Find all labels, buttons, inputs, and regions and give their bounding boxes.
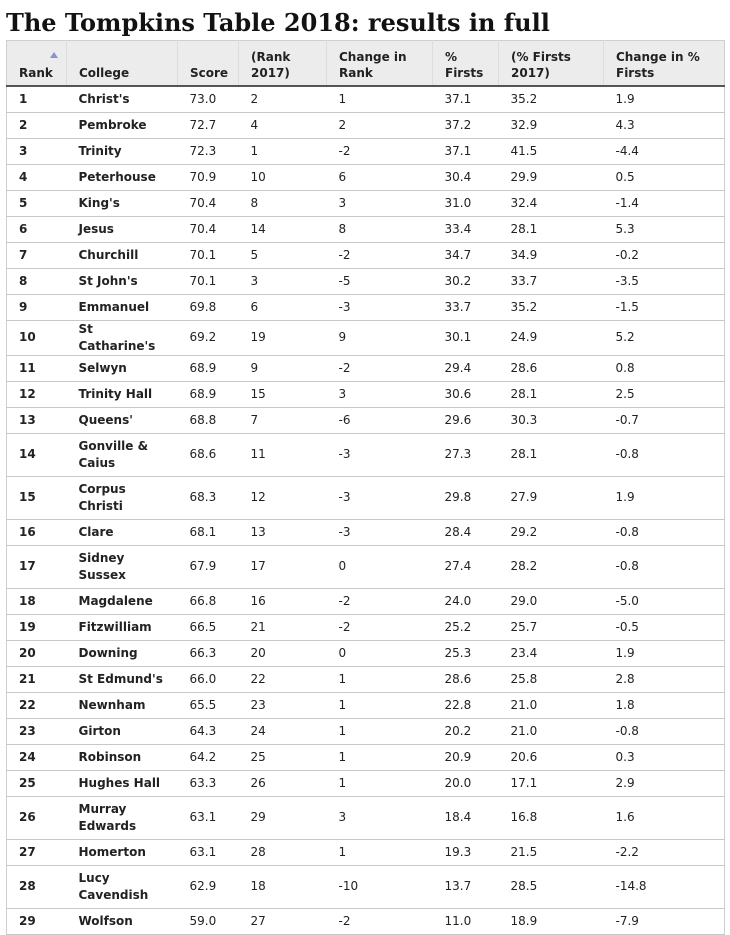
percent-firsts-cell: 13.7 bbox=[433, 865, 499, 908]
percent-firsts-cell: 33.7 bbox=[433, 294, 499, 320]
change-in-rank-cell: -2 bbox=[327, 242, 433, 268]
college-cell: Wolfson bbox=[67, 908, 178, 934]
college-cell: Sidney Sussex bbox=[67, 545, 178, 588]
score-cell: 68.3 bbox=[178, 476, 239, 519]
percent-firsts-2017-cell: 28.1 bbox=[499, 381, 604, 407]
percent-firsts-2017-cell: 33.7 bbox=[499, 268, 604, 294]
column-header-percent-firsts[interactable]: % Firsts bbox=[433, 41, 499, 87]
table-row bbox=[7, 320, 725, 355]
table-row bbox=[7, 268, 725, 294]
college-cell: Lucy Cavendish bbox=[67, 865, 178, 908]
rank-cell: 12 bbox=[7, 381, 67, 407]
column-header-change-in-percent-firsts[interactable]: Change in % Firsts bbox=[604, 41, 725, 87]
percent-firsts-cell: 28.4 bbox=[433, 519, 499, 545]
rank-2017-cell: 17 bbox=[239, 545, 327, 588]
rank-cell: 20 bbox=[7, 640, 67, 666]
rank-cell: 10 bbox=[7, 320, 67, 355]
percent-firsts-2017-cell: 21.5 bbox=[499, 839, 604, 865]
table-row bbox=[7, 86, 725, 112]
rank-cell: 13 bbox=[7, 407, 67, 433]
percent-firsts-2017-cell: 21.0 bbox=[499, 692, 604, 718]
table-row bbox=[7, 839, 725, 865]
change-in-percent-firsts-cell: -7.9 bbox=[604, 908, 725, 934]
change-in-percent-firsts-cell: -3.5 bbox=[604, 268, 725, 294]
table-row bbox=[7, 588, 725, 614]
college-cell: King's bbox=[67, 190, 178, 216]
percent-firsts-cell: 30.4 bbox=[433, 164, 499, 190]
change-in-rank-cell: 1 bbox=[327, 718, 433, 744]
score-cell: 65.5 bbox=[178, 692, 239, 718]
college-cell: Gonville & Caius bbox=[67, 433, 178, 476]
college-cell: Hughes Hall bbox=[67, 770, 178, 796]
percent-firsts-2017-cell: 28.2 bbox=[499, 545, 604, 588]
table-row bbox=[7, 796, 725, 839]
score-cell: 72.3 bbox=[178, 138, 239, 164]
change-in-percent-firsts-cell: -0.2 bbox=[604, 242, 725, 268]
column-header-college[interactable]: College bbox=[67, 41, 178, 87]
change-in-percent-firsts-cell: 0.8 bbox=[604, 355, 725, 381]
column-header-change-in-rank[interactable]: Change in Rank bbox=[327, 41, 433, 87]
results-table bbox=[6, 40, 725, 935]
score-cell: 66.8 bbox=[178, 588, 239, 614]
change-in-percent-firsts-cell: -0.8 bbox=[604, 718, 725, 744]
percent-firsts-cell: 27.3 bbox=[433, 433, 499, 476]
college-cell: St Edmund's bbox=[67, 666, 178, 692]
percent-firsts-2017-cell: 27.9 bbox=[499, 476, 604, 519]
percent-firsts-cell: 11.0 bbox=[433, 908, 499, 934]
percent-firsts-2017-cell: 41.5 bbox=[499, 138, 604, 164]
change-in-rank-cell: 2 bbox=[327, 112, 433, 138]
table-row bbox=[7, 407, 725, 433]
percent-firsts-2017-cell: 20.6 bbox=[499, 744, 604, 770]
rank-cell: 28 bbox=[7, 865, 67, 908]
percent-firsts-cell: 30.2 bbox=[433, 268, 499, 294]
percent-firsts-cell: 20.9 bbox=[433, 744, 499, 770]
percent-firsts-2017-cell: 32.9 bbox=[499, 112, 604, 138]
score-cell: 64.3 bbox=[178, 718, 239, 744]
rank-cell: 17 bbox=[7, 545, 67, 588]
college-cell: Trinity bbox=[67, 138, 178, 164]
page-title: The Tompkins Table 2018: results in full bbox=[6, 8, 550, 37]
change-in-rank-cell: -5 bbox=[327, 268, 433, 294]
change-in-rank-cell: -3 bbox=[327, 433, 433, 476]
score-cell: 66.0 bbox=[178, 666, 239, 692]
rank-2017-cell: 25 bbox=[239, 744, 327, 770]
change-in-percent-firsts-cell: 2.8 bbox=[604, 666, 725, 692]
score-cell: 70.1 bbox=[178, 268, 239, 294]
change-in-rank-cell: 3 bbox=[327, 796, 433, 839]
rank-cell: 16 bbox=[7, 519, 67, 545]
table-row bbox=[7, 242, 725, 268]
rank-2017-cell: 1 bbox=[239, 138, 327, 164]
change-in-rank-cell: -3 bbox=[327, 519, 433, 545]
change-in-rank-cell: 3 bbox=[327, 190, 433, 216]
college-cell: Homerton bbox=[67, 839, 178, 865]
percent-firsts-2017-cell: 25.7 bbox=[499, 614, 604, 640]
score-cell: 68.9 bbox=[178, 381, 239, 407]
rank-cell: 15 bbox=[7, 476, 67, 519]
college-cell: Newnham bbox=[67, 692, 178, 718]
college-cell: Clare bbox=[67, 519, 178, 545]
percent-firsts-cell: 20.2 bbox=[433, 718, 499, 744]
rank-2017-cell: 23 bbox=[239, 692, 327, 718]
rank-cell: 5 bbox=[7, 190, 67, 216]
percent-firsts-cell: 18.4 bbox=[433, 796, 499, 839]
rank-cell: 6 bbox=[7, 216, 67, 242]
rank-cell: 2 bbox=[7, 112, 67, 138]
change-in-rank-cell: -2 bbox=[327, 588, 433, 614]
college-cell: Pembroke bbox=[67, 112, 178, 138]
rank-2017-cell: 15 bbox=[239, 381, 327, 407]
rank-cell: 21 bbox=[7, 666, 67, 692]
table-row bbox=[7, 666, 725, 692]
college-cell: Peterhouse bbox=[67, 164, 178, 190]
percent-firsts-2017-cell: 18.9 bbox=[499, 908, 604, 934]
change-in-percent-firsts-cell: 4.3 bbox=[604, 112, 725, 138]
percent-firsts-2017-cell: 32.4 bbox=[499, 190, 604, 216]
change-in-percent-firsts-cell: -0.7 bbox=[604, 407, 725, 433]
change-in-percent-firsts-cell: -2.2 bbox=[604, 839, 725, 865]
college-cell: Selwyn bbox=[67, 355, 178, 381]
rank-2017-cell: 18 bbox=[239, 865, 327, 908]
percent-firsts-cell: 25.3 bbox=[433, 640, 499, 666]
change-in-percent-firsts-cell: -4.4 bbox=[604, 138, 725, 164]
table-row bbox=[7, 190, 725, 216]
change-in-percent-firsts-cell: 2.5 bbox=[604, 381, 725, 407]
change-in-percent-firsts-cell: -0.8 bbox=[604, 433, 725, 476]
change-in-percent-firsts-cell: -0.8 bbox=[604, 519, 725, 545]
table-body bbox=[7, 86, 725, 934]
change-in-percent-firsts-cell: 0.3 bbox=[604, 744, 725, 770]
change-in-rank-cell: 1 bbox=[327, 86, 433, 112]
rank-2017-cell: 13 bbox=[239, 519, 327, 545]
college-cell: Jesus bbox=[67, 216, 178, 242]
change-in-rank-cell: 1 bbox=[327, 666, 433, 692]
score-cell: 64.2 bbox=[178, 744, 239, 770]
percent-firsts-cell: 25.2 bbox=[433, 614, 499, 640]
rank-cell: 22 bbox=[7, 692, 67, 718]
percent-firsts-cell: 31.0 bbox=[433, 190, 499, 216]
column-header-percent-firsts-2017[interactable]: (% Firsts 2017) bbox=[499, 41, 604, 87]
rank-2017-cell: 24 bbox=[239, 718, 327, 744]
table-row bbox=[7, 640, 725, 666]
change-in-rank-cell: 1 bbox=[327, 692, 433, 718]
column-header-rank-2017[interactable]: (Rank 2017) bbox=[239, 41, 327, 87]
percent-firsts-2017-cell: 29.9 bbox=[499, 164, 604, 190]
percent-firsts-2017-cell: 28.1 bbox=[499, 433, 604, 476]
change-in-rank-cell: -3 bbox=[327, 294, 433, 320]
rank-2017-cell: 29 bbox=[239, 796, 327, 839]
table-row bbox=[7, 381, 725, 407]
college-cell: Girton bbox=[67, 718, 178, 744]
score-cell: 66.3 bbox=[178, 640, 239, 666]
college-cell: Trinity Hall bbox=[67, 381, 178, 407]
percent-firsts-cell: 22.8 bbox=[433, 692, 499, 718]
score-cell: 63.3 bbox=[178, 770, 239, 796]
percent-firsts-cell: 33.4 bbox=[433, 216, 499, 242]
rank-cell: 25 bbox=[7, 770, 67, 796]
change-in-rank-cell: 3 bbox=[327, 381, 433, 407]
percent-firsts-2017-cell: 35.2 bbox=[499, 294, 604, 320]
college-cell: Christ's bbox=[67, 86, 178, 112]
rank-2017-cell: 12 bbox=[239, 476, 327, 519]
percent-firsts-2017-cell: 16.8 bbox=[499, 796, 604, 839]
percent-firsts-cell: 37.1 bbox=[433, 138, 499, 164]
score-cell: 70.4 bbox=[178, 216, 239, 242]
rank-2017-cell: 2 bbox=[239, 86, 327, 112]
rank-cell: 27 bbox=[7, 839, 67, 865]
percent-firsts-cell: 29.8 bbox=[433, 476, 499, 519]
table-row bbox=[7, 164, 725, 190]
change-in-percent-firsts-cell: 1.9 bbox=[604, 476, 725, 519]
change-in-percent-firsts-cell: 1.9 bbox=[604, 86, 725, 112]
rank-2017-cell: 19 bbox=[239, 320, 327, 355]
change-in-rank-cell: -6 bbox=[327, 407, 433, 433]
rank-cell: 23 bbox=[7, 718, 67, 744]
table-row bbox=[7, 718, 725, 744]
table-row bbox=[7, 545, 725, 588]
rank-2017-cell: 28 bbox=[239, 839, 327, 865]
score-cell: 68.6 bbox=[178, 433, 239, 476]
score-cell: 59.0 bbox=[178, 908, 239, 934]
change-in-percent-firsts-cell: 1.9 bbox=[604, 640, 725, 666]
percent-firsts-2017-cell: 29.2 bbox=[499, 519, 604, 545]
change-in-rank-cell: 6 bbox=[327, 164, 433, 190]
rank-2017-cell: 16 bbox=[239, 588, 327, 614]
percent-firsts-2017-cell: 25.8 bbox=[499, 666, 604, 692]
rank-cell: 7 bbox=[7, 242, 67, 268]
rank-2017-cell: 4 bbox=[239, 112, 327, 138]
college-cell: Magdalene bbox=[67, 588, 178, 614]
college-cell: Murray Edwards bbox=[67, 796, 178, 839]
percent-firsts-2017-cell: 17.1 bbox=[499, 770, 604, 796]
college-cell: Churchill bbox=[67, 242, 178, 268]
rank-2017-cell: 22 bbox=[239, 666, 327, 692]
change-in-rank-cell: 9 bbox=[327, 320, 433, 355]
score-cell: 67.9 bbox=[178, 545, 239, 588]
table-row bbox=[7, 112, 725, 138]
change-in-rank-cell: -2 bbox=[327, 908, 433, 934]
college-cell: Emmanuel bbox=[67, 294, 178, 320]
rank-cell: 1 bbox=[7, 86, 67, 112]
percent-firsts-2017-cell: 28.6 bbox=[499, 355, 604, 381]
score-cell: 72.7 bbox=[178, 112, 239, 138]
percent-firsts-2017-cell: 23.4 bbox=[499, 640, 604, 666]
college-cell: Downing bbox=[67, 640, 178, 666]
percent-firsts-cell: 27.4 bbox=[433, 545, 499, 588]
rank-2017-cell: 9 bbox=[239, 355, 327, 381]
change-in-rank-cell: 0 bbox=[327, 545, 433, 588]
rank-2017-cell: 6 bbox=[239, 294, 327, 320]
rank-cell: 24 bbox=[7, 744, 67, 770]
table-row bbox=[7, 294, 725, 320]
sort-up-icon bbox=[50, 52, 58, 58]
rank-cell: 4 bbox=[7, 164, 67, 190]
score-cell: 68.9 bbox=[178, 355, 239, 381]
table-row bbox=[7, 614, 725, 640]
rank-cell: 18 bbox=[7, 588, 67, 614]
change-in-percent-firsts-cell: -1.5 bbox=[604, 294, 725, 320]
table-row bbox=[7, 744, 725, 770]
college-cell: Corpus Christi bbox=[67, 476, 178, 519]
rank-2017-cell: 11 bbox=[239, 433, 327, 476]
rank-cell: 26 bbox=[7, 796, 67, 839]
rank-cell: 11 bbox=[7, 355, 67, 381]
table-row bbox=[7, 770, 725, 796]
rank-2017-cell: 10 bbox=[239, 164, 327, 190]
college-cell: Fitzwilliam bbox=[67, 614, 178, 640]
table-row bbox=[7, 355, 725, 381]
rank-2017-cell: 3 bbox=[239, 268, 327, 294]
change-in-percent-firsts-cell: -0.5 bbox=[604, 614, 725, 640]
rank-cell: 14 bbox=[7, 433, 67, 476]
score-cell: 68.1 bbox=[178, 519, 239, 545]
table-row bbox=[7, 138, 725, 164]
percent-firsts-cell: 19.3 bbox=[433, 839, 499, 865]
score-cell: 69.8 bbox=[178, 294, 239, 320]
change-in-rank-cell: 8 bbox=[327, 216, 433, 242]
percent-firsts-cell: 37.2 bbox=[433, 112, 499, 138]
score-cell: 63.1 bbox=[178, 796, 239, 839]
change-in-rank-cell: -2 bbox=[327, 614, 433, 640]
percent-firsts-cell: 29.4 bbox=[433, 355, 499, 381]
rank-2017-cell: 20 bbox=[239, 640, 327, 666]
rank-2017-cell: 14 bbox=[239, 216, 327, 242]
rank-cell: 29 bbox=[7, 908, 67, 934]
score-cell: 70.1 bbox=[178, 242, 239, 268]
percent-firsts-cell: 30.6 bbox=[433, 381, 499, 407]
change-in-percent-firsts-cell: 0.5 bbox=[604, 164, 725, 190]
percent-firsts-2017-cell: 29.0 bbox=[499, 588, 604, 614]
change-in-rank-cell: -2 bbox=[327, 355, 433, 381]
change-in-rank-cell: -2 bbox=[327, 138, 433, 164]
change-in-percent-firsts-cell: 5.3 bbox=[604, 216, 725, 242]
college-cell: Robinson bbox=[67, 744, 178, 770]
percent-firsts-cell: 28.6 bbox=[433, 666, 499, 692]
rank-2017-cell: 21 bbox=[239, 614, 327, 640]
change-in-percent-firsts-cell: 1.6 bbox=[604, 796, 725, 839]
change-in-rank-cell: 1 bbox=[327, 744, 433, 770]
rank-cell: 3 bbox=[7, 138, 67, 164]
percent-firsts-cell: 34.7 bbox=[433, 242, 499, 268]
change-in-percent-firsts-cell: -5.0 bbox=[604, 588, 725, 614]
rank-cell: 8 bbox=[7, 268, 67, 294]
change-in-percent-firsts-cell: 1.8 bbox=[604, 692, 725, 718]
table-row bbox=[7, 216, 725, 242]
rank-2017-cell: 8 bbox=[239, 190, 327, 216]
rank-2017-cell: 7 bbox=[239, 407, 327, 433]
score-cell: 68.8 bbox=[178, 407, 239, 433]
percent-firsts-cell: 24.0 bbox=[433, 588, 499, 614]
column-header-rank[interactable]: Rank bbox=[7, 41, 67, 87]
change-in-rank-cell: 1 bbox=[327, 839, 433, 865]
score-cell: 73.0 bbox=[178, 86, 239, 112]
change-in-rank-cell: -3 bbox=[327, 476, 433, 519]
percent-firsts-2017-cell: 24.9 bbox=[499, 320, 604, 355]
rank-2017-cell: 27 bbox=[239, 908, 327, 934]
rank-2017-cell: 5 bbox=[239, 242, 327, 268]
table-row bbox=[7, 433, 725, 476]
rank-cell: 19 bbox=[7, 614, 67, 640]
score-cell: 70.9 bbox=[178, 164, 239, 190]
change-in-percent-firsts-cell: -1.4 bbox=[604, 190, 725, 216]
header-row bbox=[7, 41, 725, 87]
score-cell: 69.2 bbox=[178, 320, 239, 355]
percent-firsts-cell: 37.1 bbox=[433, 86, 499, 112]
percent-firsts-2017-cell: 34.9 bbox=[499, 242, 604, 268]
table-row bbox=[7, 476, 725, 519]
percent-firsts-2017-cell: 21.0 bbox=[499, 718, 604, 744]
table-row bbox=[7, 908, 725, 934]
percent-firsts-2017-cell: 28.1 bbox=[499, 216, 604, 242]
rank-cell: 9 bbox=[7, 294, 67, 320]
change-in-rank-cell: -10 bbox=[327, 865, 433, 908]
percent-firsts-cell: 29.6 bbox=[433, 407, 499, 433]
change-in-rank-cell: 0 bbox=[327, 640, 433, 666]
change-in-percent-firsts-cell: -0.8 bbox=[604, 545, 725, 588]
rank-2017-cell: 26 bbox=[239, 770, 327, 796]
percent-firsts-2017-cell: 30.3 bbox=[499, 407, 604, 433]
score-cell: 63.1 bbox=[178, 839, 239, 865]
percent-firsts-2017-cell: 35.2 bbox=[499, 86, 604, 112]
table-row bbox=[7, 865, 725, 908]
change-in-percent-firsts-cell: 5.2 bbox=[604, 320, 725, 355]
college-cell: St Catharine's bbox=[67, 320, 178, 355]
score-cell: 66.5 bbox=[178, 614, 239, 640]
percent-firsts-cell: 20.0 bbox=[433, 770, 499, 796]
percent-firsts-cell: 30.1 bbox=[433, 320, 499, 355]
change-in-percent-firsts-cell: 2.9 bbox=[604, 770, 725, 796]
column-header-score[interactable]: Score bbox=[178, 41, 239, 87]
college-cell: Queens' bbox=[67, 407, 178, 433]
college-cell: St John's bbox=[67, 268, 178, 294]
change-in-rank-cell: 1 bbox=[327, 770, 433, 796]
table-row bbox=[7, 692, 725, 718]
score-cell: 62.9 bbox=[178, 865, 239, 908]
score-cell: 70.4 bbox=[178, 190, 239, 216]
percent-firsts-2017-cell: 28.5 bbox=[499, 865, 604, 908]
change-in-percent-firsts-cell: -14.8 bbox=[604, 865, 725, 908]
table-row bbox=[7, 519, 725, 545]
